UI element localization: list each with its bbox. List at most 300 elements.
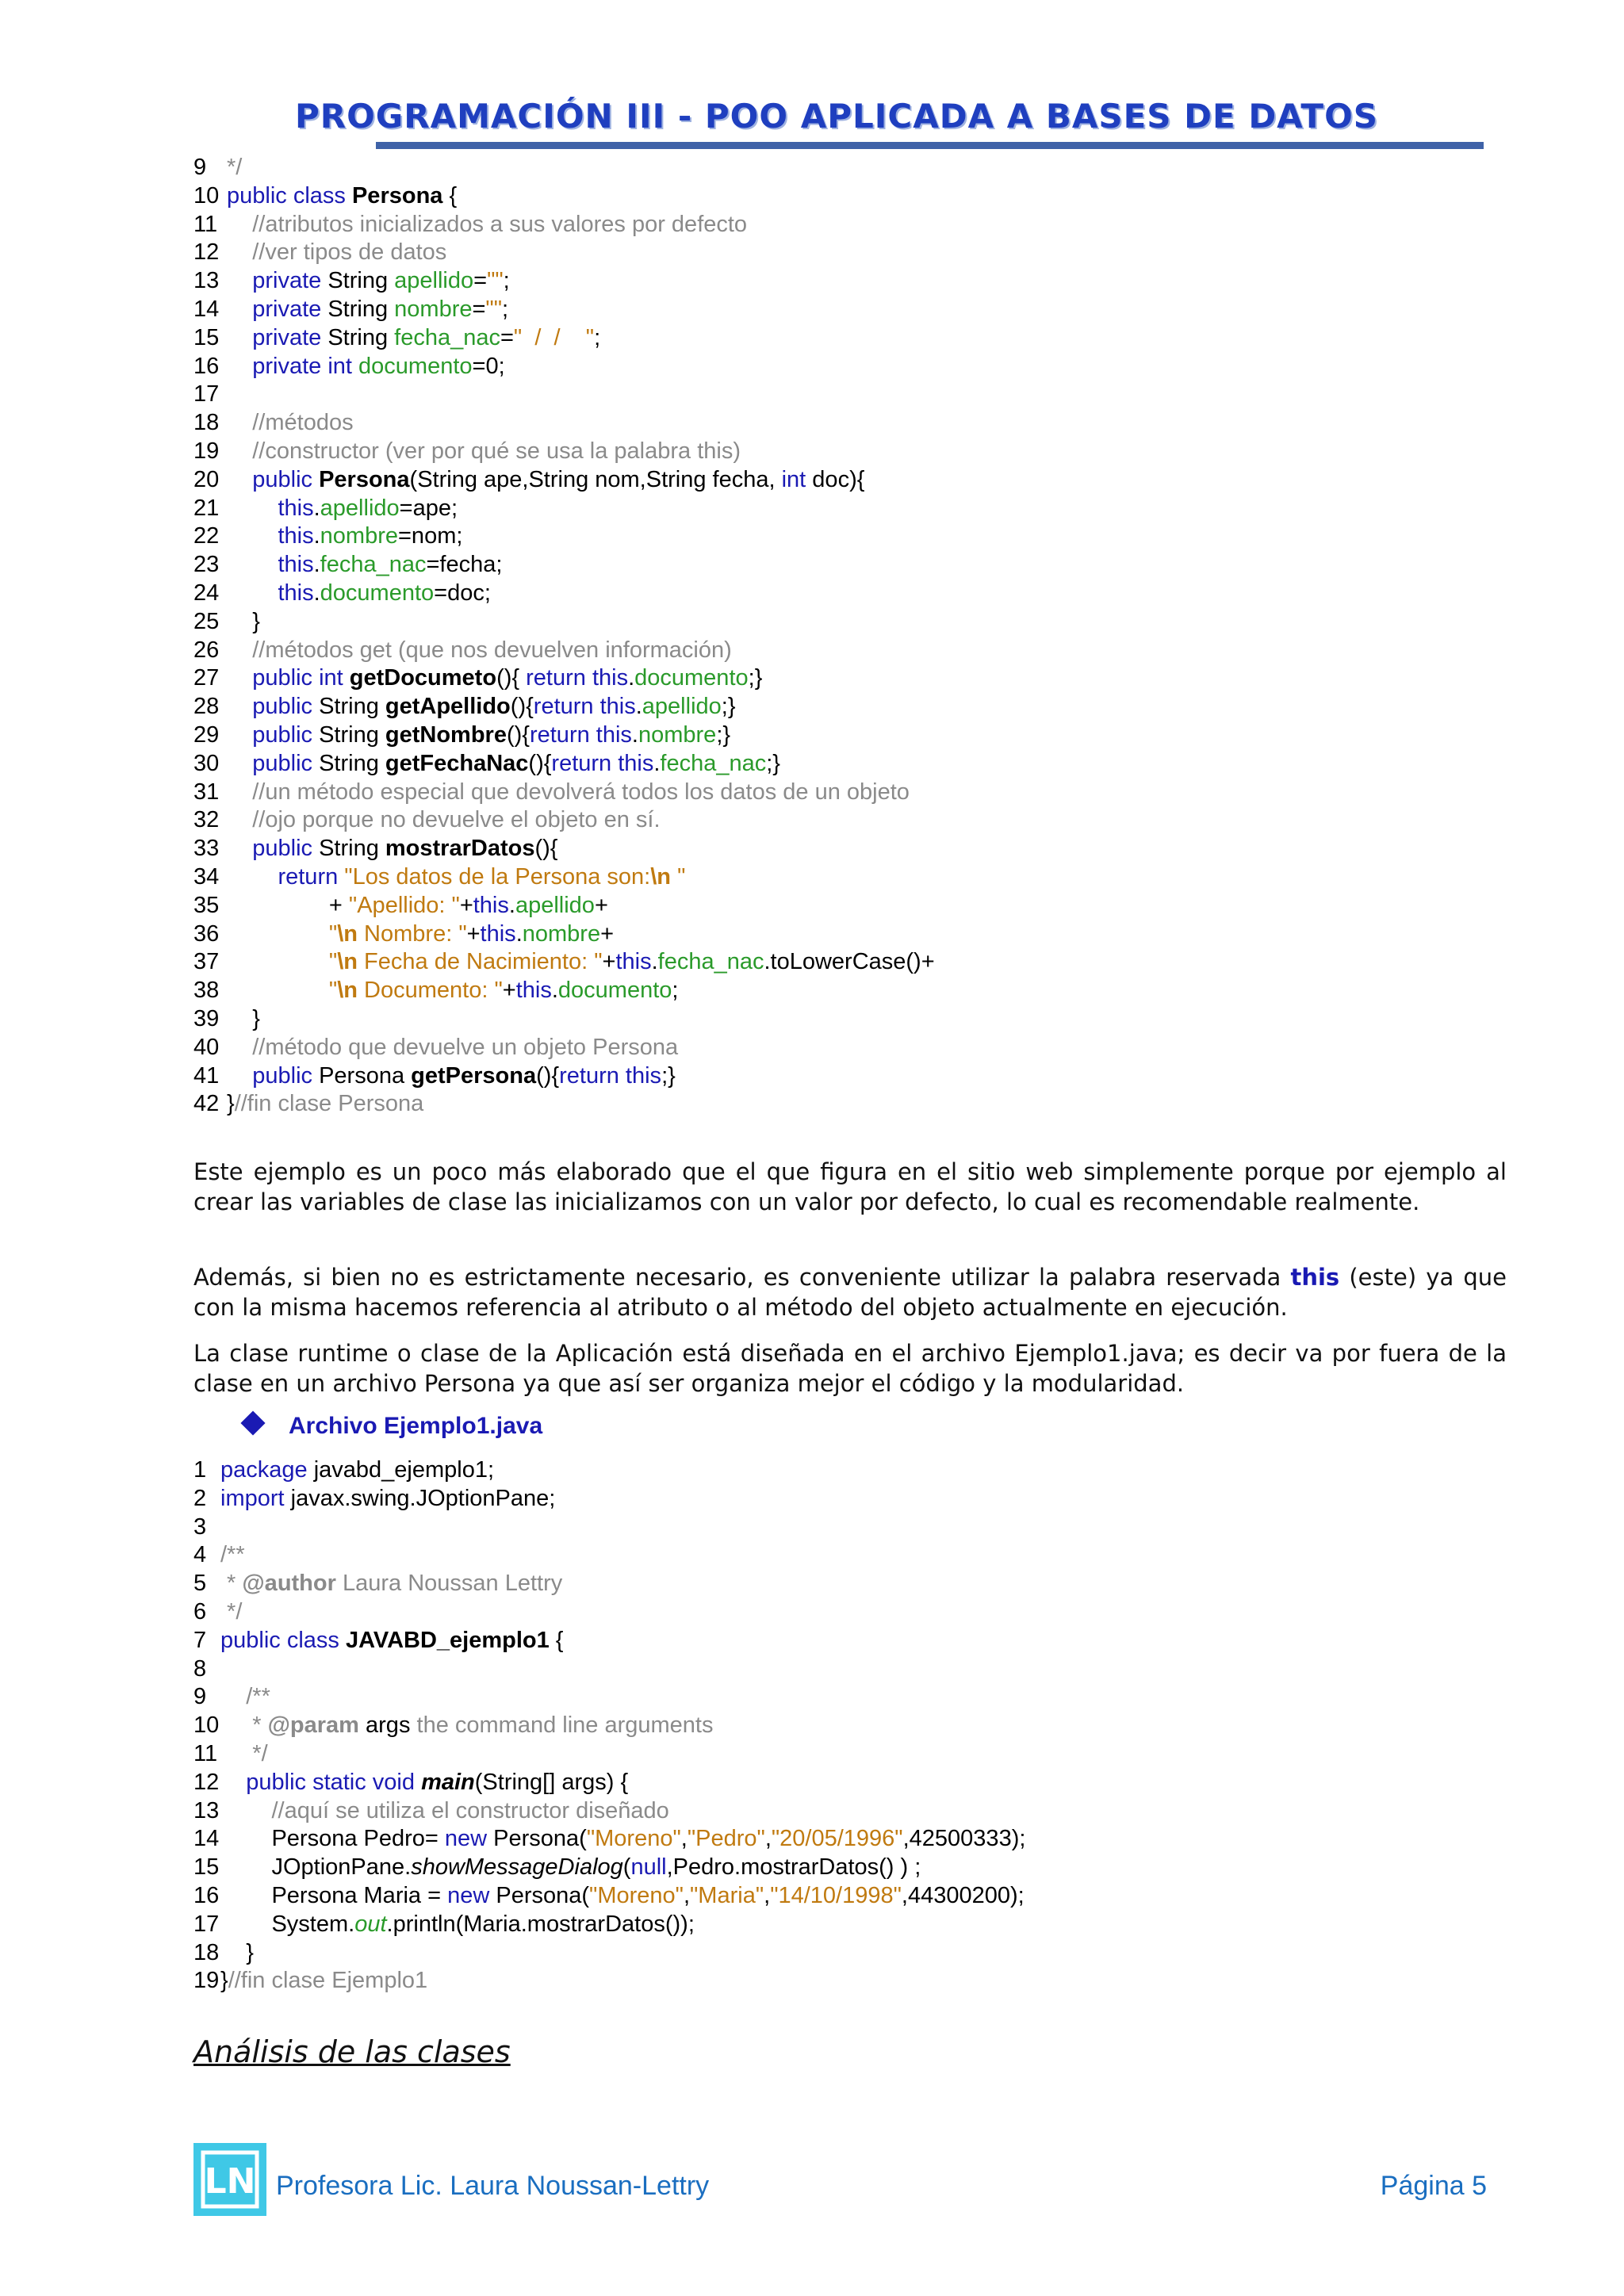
- code-token: "Moreno": [589, 1882, 684, 1908]
- footer-page-number: Página 5: [1380, 2171, 1487, 2201]
- code-token: [227, 438, 252, 464]
- paragraph-2-text-b: (este) ya que con la misma hacemos referencia al atributo o al método del objeto actualmente en ejecución.: [193, 1264, 1507, 1321]
- code-token: [227, 1035, 252, 1060]
- code-token: */: [227, 155, 243, 180]
- code-line: [193, 1797, 1383, 1826]
- line-number: 9: [193, 155, 207, 180]
- code-token: JAVABD_ejemplo1: [345, 1627, 550, 1653]
- line-number: 5: [193, 1571, 207, 1597]
- code-token: [220, 1798, 271, 1823]
- code-token: }: [227, 1005, 260, 1031]
- code-token: private: [252, 324, 322, 350]
- line-number: 39: [193, 1005, 220, 1031]
- code-line: [193, 664, 1383, 693]
- code-token: =doc;: [434, 580, 491, 606]
- code-token: import: [220, 1485, 285, 1511]
- code-token: +: [466, 920, 481, 947]
- code-line: [193, 466, 1383, 495]
- code-token: [227, 921, 329, 947]
- code-token: fecha_nac: [320, 552, 427, 578]
- code-line: [193, 381, 1383, 409]
- code-token: return this: [551, 750, 654, 776]
- code-token: [343, 665, 350, 691]
- code-token: Nombre: ": [358, 920, 467, 947]
- line-number: 11: [193, 1740, 218, 1766]
- code-token: *: [246, 1712, 268, 1739]
- code-token: ;: [672, 978, 679, 1004]
- code-token: "Pedro": [687, 1826, 765, 1852]
- paragraph-3: La clase runtime o clase de la Aplicación está diseñada en el archivo Ejemplo1.java; es decir va por fuera de la clase en un archivo Persona ya que así ser organiza mejor el código y la modularidad.: [193, 1340, 1507, 1397]
- line-number: 27: [193, 665, 220, 691]
- paragraph-1: Este ejemplo es un poco más elaborado que el que figura en el sitio web simplemente porque por ejemplo al crear las variables de clase las inicializamos con un valor por defecto, lo cual es recomendable realmente.: [193, 1158, 1507, 1215]
- code-token: .: [508, 892, 515, 918]
- code-token: the command line arguments: [410, 1712, 714, 1739]
- code-token: (String[] args) {: [474, 1769, 629, 1795]
- code-token: \n: [337, 920, 358, 947]
- code-line: [193, 211, 1383, 239]
- code-token: String: [321, 296, 395, 322]
- code-line: [193, 1939, 1383, 1968]
- bullet-label: Archivo Ejemplo1.java: [289, 1413, 543, 1439]
- code-token: //ojo porque no devuelve el objeto en sí.: [252, 807, 661, 833]
- code-token: (){: [534, 836, 558, 862]
- code-token: javabd_ejemplo1;: [307, 1457, 495, 1483]
- line-number: 7: [193, 1627, 207, 1653]
- code-token: this: [480, 920, 516, 947]
- code-token: +: [502, 978, 516, 1004]
- code-line: [193, 1769, 1383, 1797]
- line-number: 17: [193, 381, 220, 408]
- code-token: nombre: [638, 721, 717, 748]
- code-token: //método que devuelve un objeto Persona: [252, 1034, 679, 1060]
- code-token: [227, 637, 252, 663]
- code-token: documento: [557, 978, 672, 1004]
- code-token: [220, 1712, 246, 1738]
- code-token: //constructor (ver por qué se usa la palabra this): [252, 438, 741, 464]
- code-token: private: [252, 268, 322, 294]
- line-number: 23: [193, 552, 220, 578]
- code-token: (){: [528, 750, 552, 776]
- code-line: [193, 1854, 1383, 1882]
- code-line: [193, 580, 1383, 608]
- code-token: .: [515, 920, 523, 947]
- code-token: "": [485, 296, 503, 322]
- line-number: 36: [193, 920, 220, 947]
- code-token: this: [278, 523, 314, 549]
- diamond-bullet-icon: [240, 1410, 265, 1435]
- code-token: return this: [559, 1062, 662, 1089]
- code-line: [193, 721, 1383, 750]
- code-token: apellido: [394, 268, 474, 294]
- code-token: .: [628, 665, 635, 691]
- code-token: ,: [764, 1826, 772, 1852]
- code-token: }: [220, 1968, 228, 1994]
- code-token: Persona: [351, 182, 443, 209]
- code-token: apellido: [642, 694, 722, 720]
- bullet-archivo-ejemplo1: [244, 1413, 542, 1440]
- code-token: Persona(: [489, 1882, 590, 1908]
- code-token: [227, 467, 252, 492]
- line-number: 10: [193, 182, 220, 209]
- code-token: null: [630, 1854, 667, 1881]
- code-token: apellido: [320, 495, 400, 521]
- line-number: 24: [193, 580, 220, 606]
- code-line: [193, 1485, 1383, 1513]
- code-token: getApellido: [385, 694, 511, 720]
- code-token: [352, 354, 358, 379]
- code-token: .: [313, 580, 320, 606]
- code-line: [193, 1712, 1383, 1740]
- code-token: ,: [764, 1882, 771, 1908]
- line-number: 22: [193, 523, 220, 549]
- code-token: String: [312, 750, 385, 776]
- code-token: ": [328, 949, 338, 975]
- code-token: =ape;: [399, 495, 458, 521]
- code-line: [193, 1062, 1383, 1091]
- line-number: 4: [193, 1542, 207, 1568]
- code-token: .println(Maria.mostrarDatos());: [386, 1911, 695, 1937]
- line-number: 18: [193, 410, 220, 436]
- line-number: 28: [193, 694, 220, 720]
- line-number: 29: [193, 721, 220, 748]
- code-token: ;}: [721, 694, 736, 720]
- code-token: =: [500, 324, 514, 350]
- code-token: }: [227, 1091, 235, 1117]
- line-number: 19: [193, 438, 220, 464]
- code-token: //métodos: [252, 410, 354, 436]
- line-number: 16: [193, 353, 220, 379]
- code-token: ": [671, 863, 686, 890]
- code-token: nombre: [522, 920, 601, 947]
- code-line: [193, 1005, 1383, 1034]
- line-number: 20: [193, 466, 220, 492]
- code-token: [220, 1770, 246, 1795]
- code-token: (){: [536, 1062, 560, 1089]
- code-line: [193, 1882, 1383, 1911]
- code-token: this: [515, 978, 552, 1004]
- code-token: //aquí se utiliza el constructor diseñado: [271, 1797, 669, 1823]
- code-line: [193, 296, 1383, 324]
- code-token: "20/05/1996": [771, 1826, 903, 1852]
- code-token: private: [252, 296, 322, 322]
- code-token: [227, 978, 329, 1003]
- code-token: ;}: [661, 1062, 676, 1089]
- code-line: [193, 750, 1383, 779]
- code-token: \n: [650, 863, 672, 890]
- keyword-this: this: [1290, 1264, 1340, 1291]
- line-number: 42: [193, 1091, 220, 1117]
- code-token: [227, 268, 252, 293]
- code-line: [193, 522, 1383, 551]
- code-token: (String ape,String nom,String fecha,: [409, 466, 782, 492]
- code-token: public: [252, 836, 313, 862]
- code-block-ejemplo1: [193, 1456, 1383, 1996]
- code-token: //un método especial que devolverá todos los datos de un objeto: [252, 779, 910, 805]
- page-header-title: PROGRAMACIÓN III - POO APLICADA A BASES DE DATOS: [294, 97, 1379, 136]
- line-number: 13: [193, 1797, 220, 1823]
- code-token: (){: [510, 694, 534, 720]
- code-token: documento: [634, 665, 749, 691]
- code-token: [227, 354, 252, 379]
- code-token: Persona: [319, 466, 410, 492]
- code-token: public: [252, 466, 313, 492]
- code-token: nombre: [320, 523, 398, 549]
- code-token: Fecha de Nacimiento: ": [358, 949, 603, 975]
- code-token: Persona(: [487, 1826, 587, 1852]
- code-line: [193, 693, 1383, 721]
- code-token: getNombre: [385, 721, 507, 748]
- code-token: Persona: [312, 1062, 412, 1089]
- code-token: [227, 552, 278, 577]
- paragraph-2-text-a: Además, si bien no es estrictamente necesario, es conveniente utilizar la palabra reservada: [193, 1264, 1291, 1291]
- line-number: 14: [193, 1826, 220, 1852]
- code-token: .: [631, 721, 638, 748]
- code-token: return this: [529, 721, 632, 748]
- code-token: new: [447, 1882, 490, 1908]
- code-token: @param: [267, 1712, 359, 1739]
- code-token: =nom;: [398, 523, 463, 549]
- code-token: nombre: [394, 296, 473, 322]
- line-number: 15: [193, 324, 220, 350]
- code-token: =: [473, 268, 488, 294]
- code-token: +: [602, 949, 616, 975]
- code-line: [193, 806, 1383, 835]
- code-line: [193, 1456, 1383, 1485]
- line-number: 11: [193, 211, 218, 237]
- code-token: "Moreno": [586, 1826, 681, 1852]
- code-token: documento: [358, 353, 473, 379]
- code-token: [227, 580, 278, 606]
- code-token: ,: [680, 1826, 688, 1852]
- code-token: args: [358, 1712, 411, 1739]
- line-number: 26: [193, 637, 220, 663]
- code-token: //ver tipos de datos: [252, 239, 447, 266]
- code-token: fecha_nac: [394, 324, 500, 350]
- code-token: [227, 496, 278, 521]
- code-token: /**: [220, 1542, 245, 1568]
- code-line: [193, 637, 1383, 665]
- code-token: [227, 410, 252, 435]
- line-number: 25: [193, 608, 220, 634]
- code-token: return this: [533, 694, 636, 720]
- code-token: ,: [683, 1882, 691, 1908]
- code-token: [415, 1770, 421, 1795]
- code-token: Persona Maria =: [220, 1882, 448, 1908]
- code-token: apellido: [515, 892, 595, 918]
- code-token: //atributos inicializados a sus valores por defecto: [252, 211, 748, 237]
- code-token: +: [600, 920, 615, 947]
- code-token: package: [220, 1457, 308, 1483]
- code-line: [193, 779, 1383, 807]
- code-line: [193, 409, 1383, 438]
- code-line: [193, 551, 1383, 580]
- code-token: [227, 665, 252, 691]
- code-line: [193, 353, 1383, 381]
- line-number: 41: [193, 1062, 220, 1089]
- code-token: (: [622, 1854, 631, 1881]
- code-token: .: [653, 750, 661, 776]
- line-number: 40: [193, 1034, 220, 1060]
- code-line: [193, 892, 1383, 920]
- line-number: 34: [193, 863, 220, 890]
- line-number: 9: [193, 1684, 207, 1710]
- code-token: +: [227, 892, 349, 918]
- code-line: [193, 239, 1383, 267]
- header-rule: [376, 142, 1484, 149]
- code-token: out: [354, 1911, 387, 1937]
- line-number: 12: [193, 1769, 220, 1795]
- code-token: (){: [506, 721, 530, 748]
- code-line: [193, 835, 1383, 863]
- line-number: 30: [193, 750, 220, 776]
- code-token: this: [278, 495, 314, 521]
- line-number: 38: [193, 978, 220, 1004]
- code-token: ,42500333);: [902, 1826, 1026, 1852]
- code-token: .: [651, 949, 658, 975]
- code-token: fecha_nac: [657, 949, 764, 975]
- line-number: 18: [193, 1939, 220, 1965]
- line-number: 1: [193, 1457, 207, 1483]
- code-token: */: [246, 1740, 268, 1766]
- code-token: doc){: [806, 466, 865, 492]
- code-token: .: [313, 523, 320, 549]
- code-token: [227, 949, 329, 974]
- code-token: "": [487, 268, 504, 294]
- line-number: 10: [193, 1712, 220, 1739]
- code-line: [193, 1740, 1383, 1769]
- code-token: ;}: [748, 665, 763, 691]
- line-number: 12: [193, 239, 220, 266]
- code-token: "Maria": [690, 1882, 764, 1908]
- code-token: public class: [220, 1627, 346, 1653]
- code-token: =fecha;: [426, 552, 503, 578]
- code-token: this: [615, 949, 652, 975]
- code-token: .: [551, 978, 558, 1004]
- line-number: 14: [193, 296, 220, 322]
- line-number: 13: [193, 268, 220, 294]
- code-token: public: [252, 694, 313, 720]
- code-token: ,44300200);: [901, 1882, 1025, 1908]
- code-line: [193, 1598, 1383, 1627]
- code-line: [193, 1967, 1383, 1996]
- line-number: 33: [193, 836, 220, 862]
- line-number: 17: [193, 1911, 220, 1937]
- code-token: *: [220, 1571, 243, 1597]
- code-token: ": [328, 978, 338, 1004]
- code-line: [193, 154, 1383, 182]
- code-token: [227, 694, 252, 719]
- line-number: 3: [193, 1513, 207, 1540]
- code-token: public: [252, 721, 313, 748]
- code-token: //fin clase Ejemplo1: [228, 1968, 428, 1994]
- code-token: .: [313, 495, 320, 521]
- code-token: [227, 297, 252, 322]
- code-token: \n: [337, 949, 358, 975]
- code-line: [193, 608, 1383, 637]
- code-token: [227, 722, 252, 748]
- line-number: 15: [193, 1854, 220, 1881]
- code-token: [227, 239, 252, 265]
- code-token: .toLowerCase()+: [764, 949, 935, 975]
- section-title: Análisis de las clases: [193, 2034, 511, 2069]
- code-token: [227, 523, 278, 549]
- code-token: [227, 325, 252, 350]
- code-token: "Los datos de la Persona son:: [344, 863, 651, 890]
- line-number: 2: [193, 1485, 207, 1511]
- code-token: @author: [242, 1571, 336, 1597]
- code-token: showMessageDialog: [411, 1854, 623, 1881]
- code-token: {: [549, 1627, 564, 1653]
- code-token: ": [328, 920, 338, 947]
- code-line: [193, 1627, 1383, 1655]
- code-line: [193, 182, 1383, 211]
- code-token: {: [442, 182, 458, 209]
- line-number: 6: [193, 1598, 207, 1624]
- code-token: System.: [220, 1911, 355, 1937]
- code-token: [227, 864, 278, 890]
- line-number: 16: [193, 1882, 220, 1908]
- code-token: getDocumeto: [349, 665, 497, 691]
- code-token: String: [312, 721, 385, 748]
- line-number: 37: [193, 949, 220, 975]
- code-token: //métodos get (que nos devuelven información): [252, 637, 732, 663]
- code-token: ;: [502, 296, 509, 322]
- code-line: [193, 1655, 1383, 1684]
- code-token: mostrarDatos: [385, 836, 535, 862]
- code-token: private int: [252, 353, 352, 379]
- code-token: }: [220, 1939, 254, 1965]
- code-token: int: [781, 466, 806, 492]
- code-token: return this: [526, 665, 629, 691]
- code-line: [193, 1034, 1383, 1062]
- code-token: public: [252, 750, 313, 776]
- code-token: (){: [496, 665, 527, 691]
- code-line: [193, 977, 1383, 1005]
- code-token: [227, 751, 252, 776]
- code-token: String: [312, 694, 385, 720]
- code-token: ;: [594, 324, 601, 350]
- code-token: JOptionPane.: [220, 1854, 412, 1881]
- code-token: +: [459, 892, 473, 918]
- code-token: "14/10/1998": [770, 1882, 902, 1908]
- code-line: [193, 920, 1383, 949]
- code-token: fecha_nac: [660, 750, 767, 776]
- paragraph-2: [193, 1262, 1507, 1322]
- code-token: getFechaNac: [385, 750, 529, 776]
- code-token: main: [421, 1769, 475, 1795]
- line-number: 8: [193, 1655, 207, 1682]
- code-token: public: [252, 1062, 313, 1089]
- code-token: documento: [320, 580, 435, 606]
- code-token: [227, 836, 252, 861]
- code-block-persona: [193, 154, 1383, 1119]
- code-token: \n: [337, 978, 358, 1004]
- code-token: String: [321, 324, 395, 350]
- code-token: public int: [252, 665, 343, 691]
- code-token: public class: [227, 182, 352, 209]
- code-token: =: [472, 296, 486, 322]
- code-token: ;: [503, 268, 510, 294]
- code-token: .: [635, 694, 642, 720]
- code-token: Persona Pedro=: [220, 1826, 445, 1852]
- line-number: 35: [193, 892, 220, 918]
- code-token: Documento: ": [358, 978, 503, 1004]
- logo-mark: [201, 2150, 259, 2209]
- code-token: +: [594, 892, 608, 918]
- footer-author: Profesora Lic. Laura Noussan-Lettry: [276, 2171, 710, 2201]
- line-number: 21: [193, 495, 220, 521]
- code-token: ,Pedro.mostrarDatos() ) ;: [666, 1854, 921, 1881]
